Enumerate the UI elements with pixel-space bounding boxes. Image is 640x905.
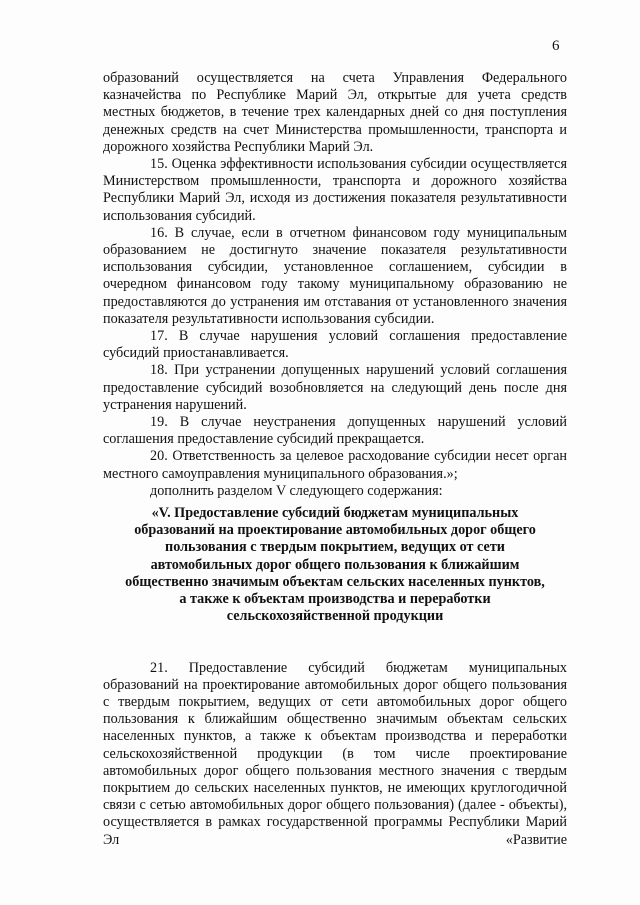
section-heading-line: образований на проектирование автомобильных дорог общего <box>134 522 536 539</box>
section-heading-line: общественно значимым объектам сельских населенных пунктов, <box>125 573 545 590</box>
paragraph-19: 19. В случае неустранения допущенных нарушений условий соглашения предоставление субсидий прекращается. <box>103 414 567 448</box>
paragraph-15: 15. Оценка эффективности использования субсидии осуществляется Министерством промышленности, транспорта и дорожного хозяйства Республики Марий Эл, исходя из достижения показателя результативности использования субсидий. <box>103 156 567 224</box>
paragraph-continuation: образований осуществляется на счета Управления Федерального казначейства по Республике Марий Эл, открытые для учета средств местных бюджетов, в течение трех календарных дней со дня поступления денежных средств на счет Министерства промышленности, транспорта и дорожного хозяйства Республики Марий Эл. <box>103 70 567 155</box>
document-body <box>103 70 567 849</box>
section-spacing <box>103 626 567 660</box>
paragraph-17: 17. В случае нарушения условий соглашения предоставление субсидий приостанавливается. <box>103 328 567 362</box>
paragraph-18: 18. При устранении допущенных нарушений условий соглашения предоставление субсидий возобновляется на следующий день после дня устранения нарушений. <box>103 362 567 413</box>
section-heading-line: автомобильных дорог общего пользования к ближайшим <box>150 556 520 573</box>
paragraph-16: 16. В случае, если в отчетном финансовом году муниципальным образованием не достигнуто значение показателя результативности использования субсидии, установленное соглашением, субсидии в очередном финансовом году такому муниципальному образованию не предоставляются до устранения им отставания от установленного значения показателя результативности использования субсидии. <box>103 224 567 327</box>
section-heading <box>103 505 567 625</box>
section-heading-line: а также к объектам производства и переработки <box>179 591 491 608</box>
section-heading-line: сельскохозяйственной продукции <box>226 608 444 625</box>
paragraph-21: 21. Предоставление субсидий бюджетам муниципальных образований на проектирование автомобильных дорог общего пользования с твердым покрытием, ведущих от сети автомобильных дорог общего пользования к ближайшим общественно значимым объектам сельских населенных пунктов, а также к объектам производства и переработки сельскохозяйственной продукции (в том числе проектирование автомобильных дорог общего пользования местного значения с твердым покрытием до сельских населенных пунктов, не имеющих круглогодичной связи с сетью автомобильных дорог общего пользования) (далее - объекты), осуществляется в рамках государственной программы Республики Марий Эл «Развитие <box>103 659 567 848</box>
paragraph-20: 20. Ответственность за целевое расходование субсидии несет орган местного самоуправления муниципального образования.»; <box>103 448 567 482</box>
page-number: 6 <box>552 38 560 54</box>
section-heading-line: пользования с твердым покрытием, ведущих от сети <box>165 539 505 556</box>
section-heading-line: «V. Предоставление субсидий бюджетам муниципальных <box>151 505 519 522</box>
paragraph-addition-note: дополнить разделом V следующего содержания: <box>150 482 443 499</box>
